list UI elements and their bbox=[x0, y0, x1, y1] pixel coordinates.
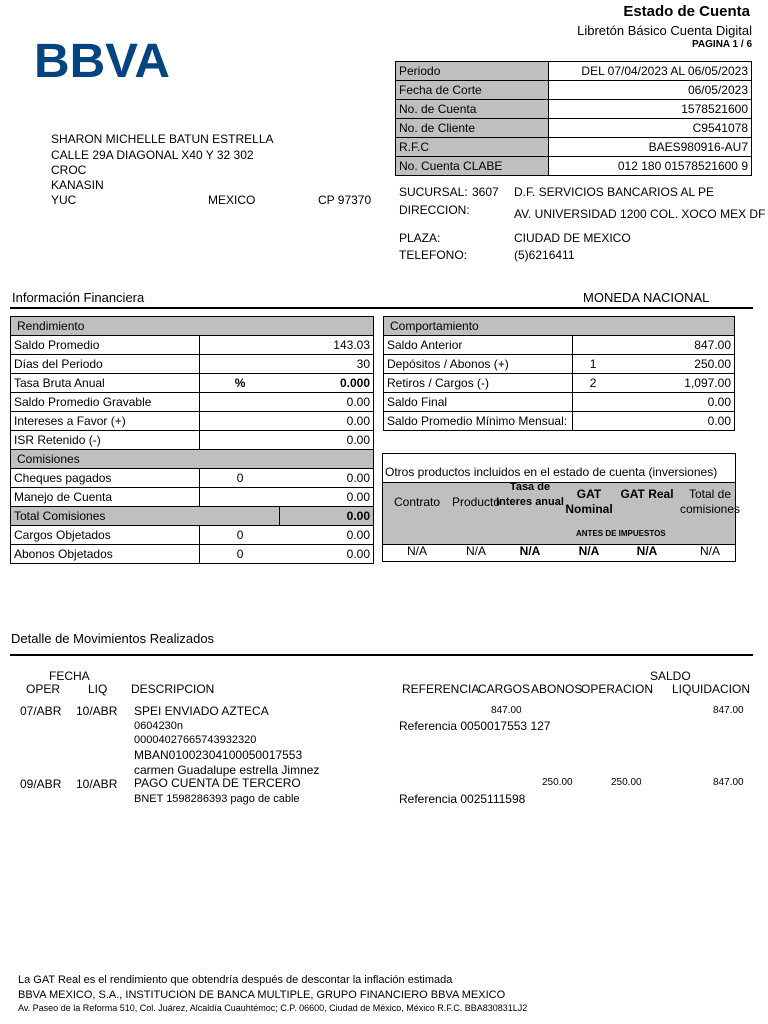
row-value: 0.00 bbox=[280, 545, 374, 564]
col-liquidacion: LIQUIDACION bbox=[672, 682, 751, 696]
row1-referencia: Referencia 0050017553 127 bbox=[399, 719, 551, 733]
row-value: 0.00 bbox=[280, 412, 374, 431]
row-label: Saldo Promedio Gravable bbox=[11, 393, 200, 412]
row-mid bbox=[200, 336, 280, 355]
otros-title: Otros productos incluidos en el estado de cuenta (inversiones) bbox=[385, 465, 718, 479]
rendimiento-header bbox=[11, 317, 374, 336]
row1-detail: 00004027665743932320 bbox=[134, 734, 257, 746]
row-label: Saldo Final bbox=[384, 393, 573, 412]
row2-referencia: Referencia 0025111598 bbox=[399, 792, 526, 806]
financial-row bbox=[384, 336, 735, 355]
row1-liquidacion: 847.00 bbox=[713, 705, 744, 716]
row-mid: 0 bbox=[200, 526, 280, 545]
bbva-logo bbox=[34, 34, 172, 83]
financial-row bbox=[11, 412, 374, 431]
comisiones-header bbox=[11, 450, 374, 469]
row1-detail: 0604230n bbox=[134, 720, 183, 732]
col-operacion: OPERACION bbox=[581, 682, 654, 696]
row-value: 1,097.00 bbox=[613, 374, 735, 393]
movements-title: Detalle de Movimientos Realizados bbox=[11, 631, 215, 646]
row-value: 143.03 bbox=[280, 336, 374, 355]
customer-cp: CP 97370 bbox=[318, 193, 372, 207]
otros-value-cell: N/A bbox=[465, 544, 486, 558]
row2-operacion: 250.00 bbox=[611, 777, 642, 788]
col-referencia: REFERENCIA bbox=[402, 682, 480, 696]
comportamiento-header-label: Comportamiento bbox=[384, 317, 735, 336]
account-value: 012 180 01578521600 9 bbox=[549, 157, 752, 176]
financial-row bbox=[11, 393, 374, 412]
document-subtitle: Libretón Básico Cuenta Digital bbox=[577, 23, 752, 38]
row2-desc: PAGO CUENTA DE TERCERO bbox=[134, 776, 301, 790]
row-mid: 1 bbox=[573, 355, 613, 374]
movements-divider bbox=[10, 654, 753, 656]
comportamiento-header bbox=[384, 317, 735, 336]
financial-row bbox=[384, 355, 735, 374]
footer-bank-name: BBVA MEXICO, S.A., INSTITUCION DE BANCA MULTIPLE, GRUPO FINANCIERO BBVA MEXICO bbox=[18, 989, 506, 1001]
financial-row bbox=[384, 393, 735, 412]
account-value: 06/05/2023 bbox=[549, 81, 752, 100]
comisiones-header-label: Comisiones bbox=[11, 450, 374, 469]
row-label: Días del Periodo bbox=[11, 355, 200, 374]
phone-value: (5)6216411 bbox=[514, 248, 575, 262]
col-saldo: SALDO bbox=[650, 669, 691, 683]
branch-name: D.F. SERVICIOS BANCARIOS AL PE bbox=[514, 185, 715, 199]
account-label: No. de Cliente bbox=[396, 119, 549, 138]
row-value: 0.00 bbox=[613, 393, 735, 412]
comportamiento-table bbox=[383, 316, 735, 431]
branch-label: SUCURSAL: bbox=[399, 185, 468, 199]
currency-label: MONEDA NACIONAL bbox=[583, 290, 710, 305]
financial-row bbox=[384, 374, 735, 393]
row-mid: 2 bbox=[573, 374, 613, 393]
account-value: DEL 07/04/2023 AL 06/05/2023 bbox=[549, 62, 752, 81]
otros-value-cell: N/A bbox=[406, 544, 427, 558]
account-row bbox=[396, 157, 752, 176]
footer-gat-note: La GAT Real es el rendimiento que obtendría después de descontar la inflación estimada bbox=[18, 974, 453, 986]
row1-detail: MBAN01002304100050017553 bbox=[134, 748, 303, 762]
customer-street: CALLE 29A DIAGONAL X40 Y 32 302 bbox=[51, 148, 254, 162]
account-value: C9541078 bbox=[549, 119, 752, 138]
account-label: Periodo bbox=[396, 62, 549, 81]
row-value: 0.000 bbox=[280, 374, 374, 393]
financial-row bbox=[11, 431, 374, 450]
financial-row bbox=[384, 412, 735, 431]
otros-value-cell: N/A bbox=[519, 544, 541, 558]
row-mid bbox=[200, 431, 280, 450]
row1-oper: 07/ABR bbox=[20, 704, 62, 718]
row-label: Saldo Anterior bbox=[384, 336, 573, 355]
row-label: Abonos Objetados bbox=[11, 545, 200, 564]
row-mid: % bbox=[200, 374, 280, 393]
row-mid bbox=[573, 412, 613, 431]
otros-header-cell: GAT Nominal bbox=[565, 487, 613, 516]
row2-detail: BNET 1598286393 pago de cable bbox=[134, 793, 300, 805]
customer-name: SHARON MICHELLE BATUN ESTRELLA bbox=[51, 132, 274, 146]
row-value: 0.00 bbox=[280, 393, 374, 412]
row-mid bbox=[200, 412, 280, 431]
svg-text:BBVA: BBVA bbox=[34, 35, 170, 80]
row-value: 0.00 bbox=[280, 431, 374, 450]
row-mid: 0 bbox=[200, 469, 280, 488]
financial-row bbox=[11, 355, 374, 374]
document-title: Estado de Cuenta bbox=[623, 3, 750, 20]
customer-country: MEXICO bbox=[208, 193, 256, 207]
account-row bbox=[396, 81, 752, 100]
financial-row bbox=[11, 374, 374, 393]
col-oper: OPER bbox=[26, 682, 61, 696]
total-comisiones-row bbox=[11, 507, 374, 526]
row-mid bbox=[573, 336, 613, 355]
row-mid bbox=[200, 355, 280, 374]
row2-liquidacion: 847.00 bbox=[713, 777, 744, 788]
row-label: Saldo Promedio bbox=[11, 336, 200, 355]
phone-label: TELEFONO: bbox=[399, 248, 468, 262]
financial-row bbox=[11, 488, 374, 507]
row-mid bbox=[200, 488, 280, 507]
plaza-label: PLAZA: bbox=[399, 231, 441, 245]
bbva-logo-mark bbox=[34, 34, 172, 80]
branch-number: 3607 bbox=[472, 185, 499, 199]
total-comisiones-value: 0.00 bbox=[280, 507, 374, 526]
rendimiento-header-label: Rendimiento bbox=[11, 317, 374, 336]
row2-abonos: 250.00 bbox=[542, 777, 573, 788]
row-value: 0.00 bbox=[280, 526, 374, 545]
col-abonos: ABONOS bbox=[531, 682, 583, 696]
row-mid bbox=[200, 393, 280, 412]
otros-header-cell: Contrato bbox=[393, 495, 441, 509]
row-mid bbox=[573, 393, 613, 412]
row-value: 0.00 bbox=[280, 469, 374, 488]
account-info-table bbox=[395, 61, 752, 176]
row-value: 0.00 bbox=[280, 488, 374, 507]
row1-cargos: 847.00 bbox=[491, 705, 522, 716]
branch-address: AV. UNIVERSIDAD 1200 COL. XOCO MEX DF bbox=[514, 207, 766, 221]
account-label: No. Cuenta CLABE bbox=[396, 157, 549, 176]
row-label: Intereses a Favor (+) bbox=[11, 412, 200, 431]
row1-desc: SPEI ENVIADO AZTECA bbox=[134, 704, 269, 718]
financial-row bbox=[11, 526, 374, 545]
otros-value-cell: N/A bbox=[699, 544, 720, 558]
section-divider bbox=[10, 307, 753, 309]
otros-header-cell: Producto bbox=[451, 495, 501, 509]
col-fecha: FECHA bbox=[49, 669, 90, 683]
account-row bbox=[396, 119, 752, 138]
row1-liq: 10/ABR bbox=[76, 704, 118, 718]
row2-oper: 09/ABR bbox=[20, 777, 62, 791]
account-label: Fecha de Corte bbox=[396, 81, 549, 100]
footer-address: Av. Paseo de la Reforma 510, Col. Juárez, Alcaldía Cuauhtémoc; C.P. 06600, Ciudad de México, México R.F.C. BBA830831LJ2 bbox=[18, 1003, 528, 1013]
row-label: Manejo de Cuenta bbox=[11, 488, 200, 507]
financial-title: Información Financiera bbox=[12, 290, 145, 305]
otros-note: ANTES DE IMPUESTOS bbox=[576, 529, 666, 538]
page-number: PAGINA 1 / 6 bbox=[691, 39, 752, 50]
customer-colony: CROC bbox=[51, 163, 87, 177]
plaza-value: CIUDAD DE MEXICO bbox=[514, 231, 631, 245]
col-cargos: CARGOS bbox=[478, 682, 531, 696]
rendimiento-table bbox=[10, 316, 374, 564]
account-value: BAES980916-AU7 bbox=[549, 138, 752, 157]
account-row bbox=[396, 62, 752, 81]
row1-detail: carmen Guadalupe estrella Jimnez bbox=[134, 763, 320, 777]
col-descripcion: DESCRIPCION bbox=[131, 682, 215, 696]
row-label: Saldo Promedio Mínimo Mensual: bbox=[384, 412, 573, 431]
row-label: Retiros / Cargos (-) bbox=[384, 374, 573, 393]
row2-liq: 10/ABR bbox=[76, 777, 118, 791]
customer-city: KANASIN bbox=[51, 178, 104, 192]
row-label: Depósitos / Abonos (+) bbox=[384, 355, 573, 374]
row-label: Tasa Bruta Anual bbox=[11, 374, 200, 393]
account-label: R.F.C bbox=[396, 138, 549, 157]
customer-state: YUC bbox=[51, 193, 77, 207]
address-label: DIRECCION: bbox=[399, 203, 470, 217]
row-value: 847.00 bbox=[613, 336, 735, 355]
total-comisiones-label: Total Comisiones bbox=[11, 507, 280, 526]
row-value: 30 bbox=[280, 355, 374, 374]
otros-productos-box bbox=[382, 453, 741, 562]
financial-row bbox=[11, 336, 374, 355]
account-row bbox=[396, 100, 752, 119]
otros-value-cell: N/A bbox=[578, 544, 600, 558]
row-value: 0.00 bbox=[613, 412, 735, 431]
otros-header-cell: GAT Real bbox=[620, 487, 674, 501]
account-label: No. de Cuenta bbox=[396, 100, 549, 119]
financial-row bbox=[11, 545, 374, 564]
otros-value-cell: N/A bbox=[636, 544, 658, 558]
financial-row bbox=[11, 469, 374, 488]
row-label: ISR Retenido (-) bbox=[11, 431, 200, 450]
row-mid: 0 bbox=[200, 545, 280, 564]
row-label: Cheques pagados bbox=[11, 469, 200, 488]
otros-header-cell: Tasa de Interes anual bbox=[496, 481, 564, 508]
row-label: Cargos Objetados bbox=[11, 526, 200, 545]
otros-header-cell: Total de comisiones bbox=[679, 487, 741, 516]
row-value: 250.00 bbox=[613, 355, 735, 374]
account-value: 1578521600 bbox=[549, 100, 752, 119]
account-row bbox=[396, 138, 752, 157]
col-liq: LIQ bbox=[88, 682, 108, 696]
